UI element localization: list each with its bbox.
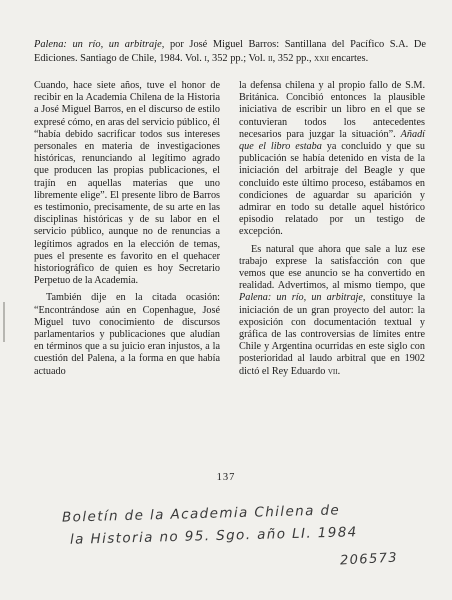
citation-text-3: , 352 pp., — [272, 53, 315, 64]
left-column — [34, 80, 220, 383]
scan-edge-mark — [3, 302, 5, 342]
handwritten-catalog-number: 206573 — [339, 550, 399, 569]
right-column — [239, 80, 425, 383]
paragraph-text: Es natural que ahora que sale a luz ese trabajo exprese la satisfacción con que vemos que ese anuncio se ha convertido en realidad. Advertimos, al mismo tiempo, que — [239, 243, 425, 292]
book-citation — [34, 38, 426, 66]
handwritten-note-line-2: la Historia no 95. Sgo. año LI. 1984 — [69, 524, 358, 548]
paragraph-text: la defensa chilena y al propio fallo de S.M. Británica. Concibió entonces la plausible iniciativa de escribir un libro en el que se contuvieran todos los antecedentes necesarios para juzgar la situación”. — [239, 80, 425, 140]
italic-text: Añadí que el libro estaba — [239, 128, 425, 153]
citation-text-2: , 352 pp.; Vol. — [206, 53, 268, 64]
roman-numeral: vii — [327, 365, 338, 377]
citation-text: por José Miguel Barros: Santillana del Pacífico S.A. De Ediciones. Santiago de Chile, 1984. Vol. — [34, 39, 426, 64]
paragraph-text: , constituye la iniciación de un gran proyecto del autor: la exposición con documentación textual y gráfica de las controversias de límites entre Chile y Argentina ocurridas en este siglo con posterioridad al laudo arbitral que en 1902 dictó el Rey Eduardo — [239, 292, 425, 377]
paragraph — [239, 80, 425, 239]
paragraph: Cuando, hace siete años, tuve el honor de recibir en la Academia Chilena de la Historia a José Miguel Barros, en el discurso de estilo expresé cómo, en aras del servicio público, él “había debido sacrificar todos sus intereses personales en materia de investigaciones históricas, renunciando al legítimo agrado que producen las propias publicaciones, el trajín en aquellas materias que uno libremente elige”. El presente libro de Barros es testimonio, precisamente, de su arte en las disciplinas históricas y de su labor en el servicio público, aunque no de renuncias a legítimos agrados en la elección de temas, pues el presente es favorito en el quehacer historiográfico de quien es hoy Secretario Perpetuo de la Academia. — [34, 80, 220, 287]
italic-title: Palena: un río, un arbitraje — [239, 292, 363, 304]
volume-two: ii — [267, 53, 273, 64]
paragraph-text: ya concluido y que su publicación se había detenido en vista de la iniciación del arbitraje del Beagle y que concluido este último proceso, estábamos en condiciones de aguardar su aparición y admirar en todo su detalle aquel histórico episodio relatado por un testigo de excepción. — [239, 141, 425, 238]
book-title: Palena: un río, un arbitraje, — [34, 39, 165, 50]
handwritten-note-line-1: Boletín de la Academia Chilena de — [61, 502, 341, 526]
paragraph — [239, 244, 425, 378]
paragraph-text: . — [337, 365, 341, 377]
page-number: 137 — [216, 472, 236, 483]
citation-end: encartes. — [328, 53, 369, 64]
paragraph: También dije en la citada ocasión: “Encontrándose aún en Copenhague, José Miguel tuvo conocimiento de discursos parlamentarios y publicaciones que aludían en términos que a su juicio eran injustos, a la cuestión del Palena, a la forma en que había actuado — [34, 292, 220, 377]
volume-one: i — [204, 53, 207, 64]
inserts-count: xxii — [314, 53, 329, 64]
